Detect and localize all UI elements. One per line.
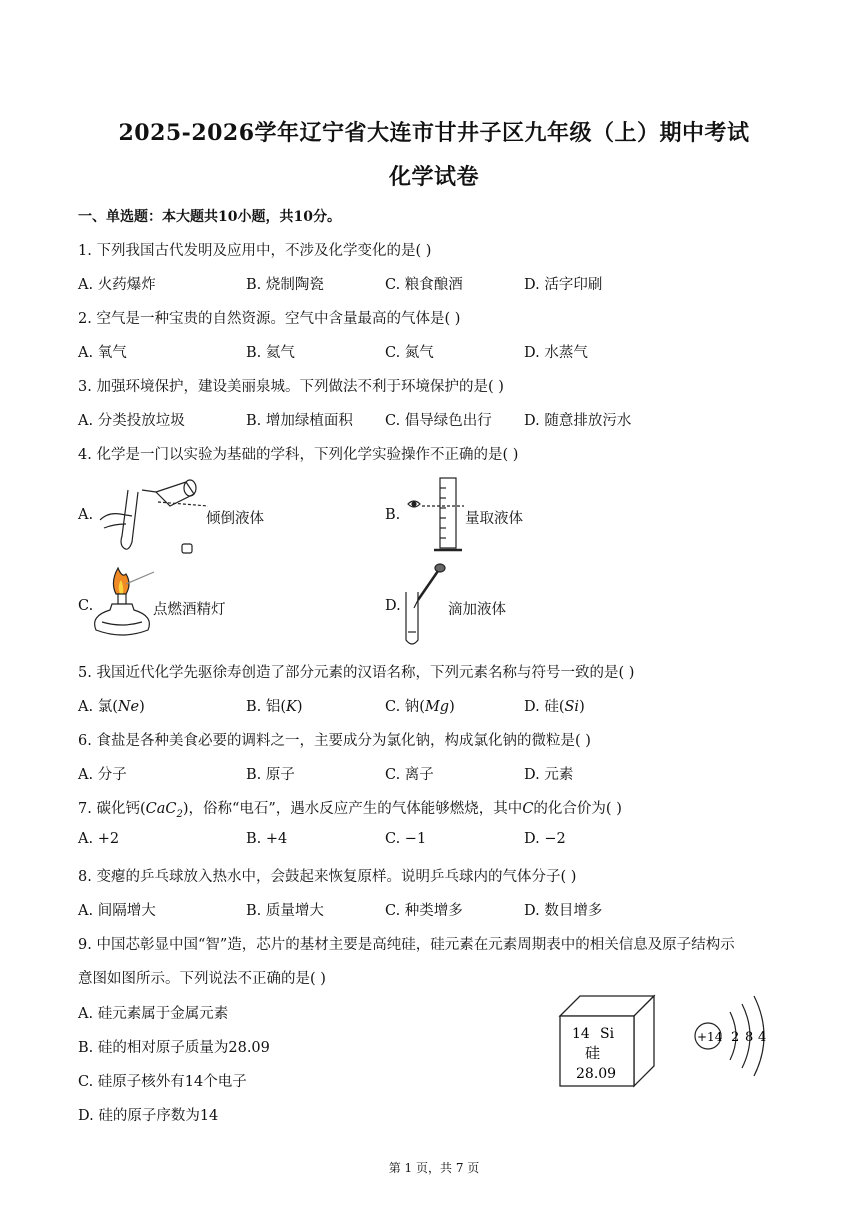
nucleus-charge: +14 <box>697 1030 723 1044</box>
question-2-options <box>78 341 798 361</box>
option-c: C. 倡导绿色出行 <box>385 413 492 429</box>
question-3-options <box>78 409 798 429</box>
option-b: B. 烧制陶瓷 <box>246 277 324 293</box>
option-d: D. 活字印刷 <box>524 277 603 293</box>
option-a: A. 间隔增大 <box>78 903 156 919</box>
option-b-letter: B. <box>385 507 401 523</box>
question-6-stem: 6. 食盐是各种美食必要的调料之一，主要成分为氯化钠，构成氯化钠的微粒是( ) <box>78 733 591 749</box>
alcohol-lamp-icon <box>92 566 156 642</box>
question-9-stem-line2: 意图如图所示。下列说法不正确的是( ) <box>78 971 326 987</box>
atomic-mass: 28.09 <box>576 1066 617 1082</box>
section-heading: 一、单选题：本大题共10小题，共10分。 <box>78 209 341 225</box>
option-c-label: 点燃酒精灯 <box>153 602 226 618</box>
option-c: C. 钠(Mg) <box>385 699 455 715</box>
option-c: C. 离子 <box>385 767 434 783</box>
option-d: D. 水蒸气 <box>524 345 588 361</box>
exam-subtitle: 化学试卷 <box>388 164 479 190</box>
pouring-liquid-icon <box>98 476 208 558</box>
option-c: C. −1 <box>385 831 427 847</box>
question-7-stem: 7. 碳化钙(CaC$_2$)，俗称“电石”，遇水反应产生的气体能够燃烧，其中C的化合价为( ) <box>78 801 622 820</box>
option-a-letter: A. <box>78 507 94 523</box>
question-6-options <box>78 763 798 783</box>
question-8-stem: 8. 变瘪的乒乓球放入热水中，会鼓起来恢复原样。说明乒乓球内的气体分子( ) <box>78 869 577 885</box>
option-a: A. +2 <box>78 831 120 847</box>
question-4-stem: 4. 化学是一门以实验为基础的学科，下列化学实验操作不正确的是( ) <box>78 447 519 463</box>
page-footer: 第 1 页，共 7 页 <box>388 1161 480 1175</box>
element-card <box>556 992 656 1088</box>
option-d: D. 硅(Si) <box>524 699 585 715</box>
question-8-options <box>78 899 798 919</box>
question-2-stem: 2. 空气是一种宝贵的自然资源。空气中含量最高的气体是( ) <box>78 311 461 327</box>
question-9-option-b: B. 硅的相对原子质量为28.09 <box>78 1040 270 1056</box>
question-7-options <box>78 831 798 851</box>
shell-1-electrons: 2 <box>731 1030 740 1045</box>
option-a: A. 分子 <box>78 767 127 783</box>
question-5-stem: 5. 我国近代化学先驱徐寿创造了部分元素的汉语名称，下列元素名称与符号一致的是( ) <box>78 665 635 681</box>
shell-2-electrons: 8 <box>745 1030 754 1045</box>
option-c: C. 种类增多 <box>385 903 463 919</box>
option-d-label: 滴加液体 <box>448 602 506 618</box>
atomic-number: 14 <box>572 1026 590 1042</box>
option-a: A. 分类投放垃圾 <box>78 413 185 429</box>
measuring-cylinder-icon <box>402 474 466 554</box>
option-b: B. 铝(K) <box>246 699 303 715</box>
option-c: C. 氮气 <box>385 345 434 361</box>
option-a: A. 火药爆炸 <box>78 277 156 293</box>
option-a-label: 倾倒液体 <box>206 511 264 527</box>
option-a: A. 氧气 <box>78 345 127 361</box>
option-b: B. 氦气 <box>246 345 295 361</box>
shell-3-electrons: 4 <box>758 1030 767 1045</box>
option-b: B. +4 <box>246 831 288 847</box>
option-b: B. 原子 <box>246 767 295 783</box>
question-9-stem-line1: 9. 中国芯彰显中国“智”造，芯片的基材主要是高纯硅，硅元素在元素周期表中的相关信息及原子结构示 <box>78 937 735 953</box>
option-b: B. 质量增大 <box>246 903 324 919</box>
option-a: A. 氯(Ne) <box>78 699 145 715</box>
element-name: 硅 <box>585 1044 601 1062</box>
option-d-letter: D. <box>385 598 401 614</box>
option-b-label: 量取液体 <box>465 511 523 527</box>
option-c: C. 粮食酿酒 <box>385 277 463 293</box>
option-c-letter: C. <box>78 598 94 614</box>
question-1-stem: 1. 下列我国古代发明及应用中，不涉及化学变化的是( ) <box>78 243 432 259</box>
option-d: D. 随意排放污水 <box>524 413 632 429</box>
question-9-option-d: D. 硅的原子序数为14 <box>78 1108 219 1124</box>
option-b: B. 增加绿植面积 <box>246 413 353 429</box>
dropper-test-tube-icon <box>398 562 448 648</box>
element-symbol: Si <box>600 1026 615 1042</box>
atom-structure-diagram <box>690 990 780 1086</box>
option-d: D. 元素 <box>524 767 574 783</box>
exam-title: 2025-2026学年辽宁省大连市甘井子区九年级（上）期中考试 <box>118 120 750 146</box>
question-5-options <box>78 695 798 715</box>
question-9-option-c: C. 硅原子核外有14个电子 <box>78 1074 247 1090</box>
question-9-option-a: A. 硅元素属于金属元素 <box>78 1006 229 1022</box>
option-d: D. 数目增多 <box>524 903 603 919</box>
option-d: D. −2 <box>524 831 566 847</box>
question-3-stem: 3. 加强环境保护，建设美丽泉城。下列做法不利于环境保护的是( ) <box>78 379 504 395</box>
question-1-options <box>78 273 798 293</box>
